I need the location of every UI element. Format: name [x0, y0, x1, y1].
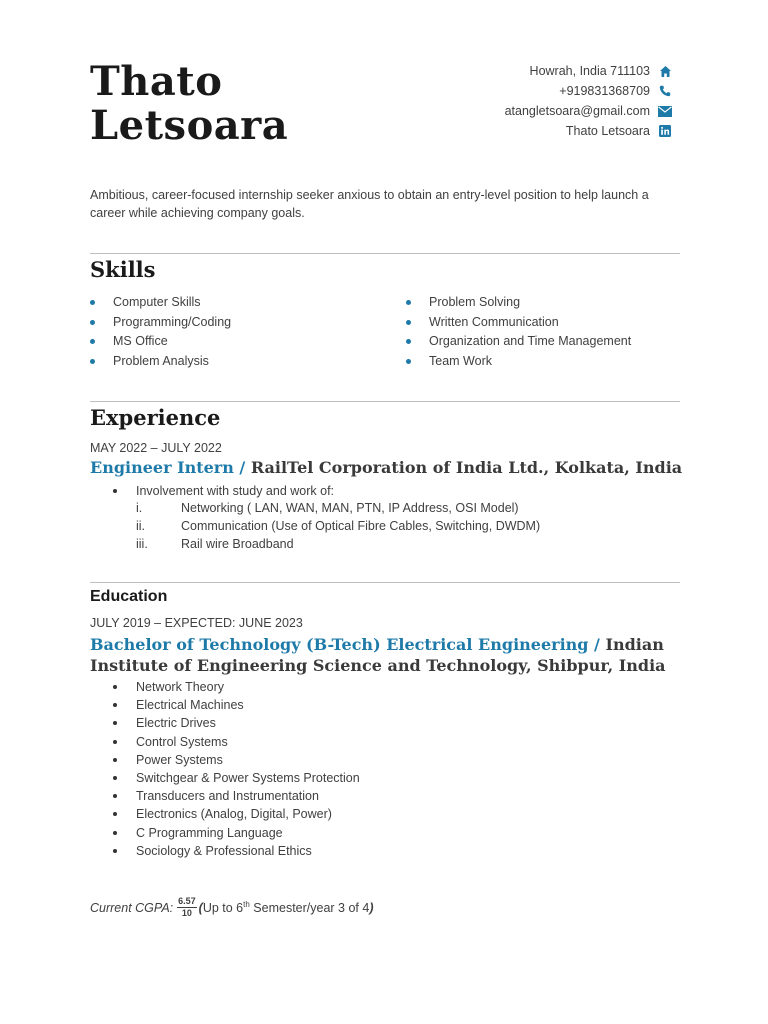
school-name-first: Indian [605, 635, 664, 654]
skills-column-left [90, 293, 231, 371]
job-title-line [90, 457, 690, 478]
skills-column-right [406, 293, 631, 371]
course-item: Sociology & Professional Ethics [113, 842, 360, 860]
education-heading: Education [90, 588, 168, 605]
contact-phone [505, 81, 672, 101]
contact-address [505, 61, 672, 81]
course-item: Power Systems [113, 751, 360, 769]
experience-bullets [113, 482, 334, 500]
course-item: Electric Drives [113, 714, 360, 732]
divider [90, 401, 680, 402]
course-item: Electrical Machines [113, 696, 360, 714]
skill-item: MS Office [90, 332, 231, 352]
course-item: Network Theory [113, 678, 360, 696]
cgpa-paren-close: ) [369, 900, 374, 915]
cgpa-line [90, 896, 374, 919]
linkedin-text[interactable]: Thato Letsoara [565, 124, 650, 138]
job-title: Engineer Intern / [90, 458, 246, 477]
summary: Ambitious, career-focused internship seeker anxious to obtain an entry-level position to help launch a career while achieving company goals. [90, 188, 649, 220]
cgpa-denominator: 10 [181, 908, 192, 918]
cgpa-numerator: 6.57 [178, 896, 196, 906]
course-list [113, 678, 360, 860]
email-text[interactable]: atangletsoara@gmail.com [504, 104, 650, 118]
course-item: Switchgear & Power Systems Protection [113, 769, 360, 787]
course-item: Control Systems [113, 733, 360, 751]
list-item: i. Networking ( LAN, WAN, MAN, PTN, IP Address, OSI Model) [136, 501, 519, 515]
skill-item: Programming/Coding [90, 313, 231, 333]
education-date: JULY 2019 – EXPECTED: JUNE 2023 [90, 616, 303, 630]
course-item: Electronics (Analog, Digital, Power) [113, 805, 360, 823]
skill-item: Organization and Time Management [406, 332, 631, 352]
email-icon [658, 104, 672, 118]
cgpa-paren-open: ( [198, 900, 203, 915]
degree-title: Bachelor of Technology (B-Tech) Electrical Engineering / [90, 635, 600, 654]
divider [90, 582, 680, 583]
experience-heading: Experience [90, 405, 221, 430]
degree-line [90, 634, 690, 655]
skill-item: Team Work [406, 352, 631, 372]
skill-item: Written Communication [406, 313, 631, 333]
list-item: ii. Communication (Use of Optical Fibre Cables, Switching, DWDM) [136, 519, 541, 533]
phone-text: +919831368709 [559, 84, 650, 98]
phone-icon [658, 84, 672, 98]
experience-date: MAY 2022 – JULY 2022 [90, 441, 222, 455]
contact-linkedin[interactable] [505, 121, 672, 141]
contact-email[interactable] [505, 101, 672, 121]
course-item: Transducers and Instrumentation [113, 787, 360, 805]
school-name: Institute of Engineering Science and Technology, Shibpur, India [90, 656, 666, 675]
cgpa-detail: Up to 6th Semester/year 3 of 4 [202, 899, 370, 916]
skills-heading: Skills [90, 257, 156, 282]
experience-bullet: Involvement with study and work of: [113, 482, 334, 500]
linkedin-icon [658, 124, 672, 138]
skill-item: Problem Analysis [90, 352, 231, 372]
skill-item: Problem Solving [406, 293, 631, 313]
experience-sublist [136, 499, 540, 553]
list-item: iii. Rail wire Broadband [136, 537, 294, 551]
cgpa-fraction [177, 896, 197, 919]
course-item: C Programming Language [113, 824, 360, 842]
candidate-name [90, 60, 288, 148]
company-name: RailTel Corporation of India Ltd., Kolkata, India [250, 458, 683, 477]
cgpa-label: Current CGPA: [90, 900, 174, 915]
home-icon [658, 64, 672, 78]
divider [90, 253, 680, 254]
address-text: Howrah, India 711103 [529, 64, 650, 78]
skill-item: Computer Skills [90, 293, 231, 313]
last-name: Letsoara [90, 102, 289, 149]
contact-block [505, 61, 672, 141]
first-name: Thato [90, 58, 223, 105]
